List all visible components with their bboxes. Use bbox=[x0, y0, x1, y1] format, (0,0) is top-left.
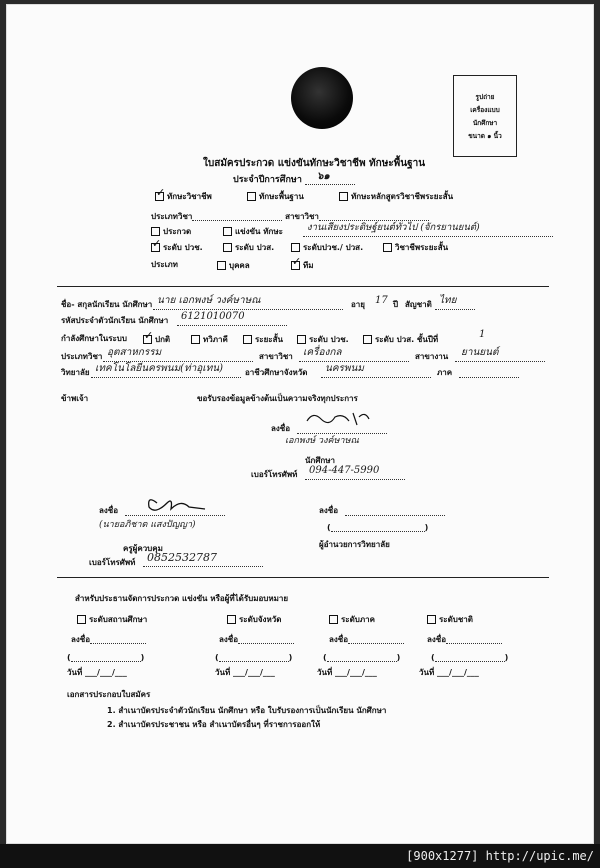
photo-box-line3: นักศึกษา bbox=[472, 118, 498, 127]
level-pvc[interactable]: ✓ระดับ ปวช. bbox=[151, 243, 203, 252]
attachment-item-2: 2. สำเนาบัตรประชาชน หรือ สำเนาบัตรอื่นๆ ที่ราชการออกให้ bbox=[107, 720, 321, 729]
work-underline bbox=[455, 361, 545, 362]
checkbox-team[interactable] bbox=[291, 261, 300, 270]
photo-box-line1: รูปถ่าย bbox=[475, 92, 495, 101]
sys-pvc[interactable]: ระดับ ปวช. bbox=[297, 335, 349, 344]
opt-vocational[interactable]: ✓ทักษะวิชาชีพ bbox=[155, 192, 212, 201]
major-underline bbox=[299, 361, 409, 362]
student-sign-line bbox=[297, 433, 387, 434]
advisor-phone-line bbox=[143, 566, 263, 567]
region-label: ภาค bbox=[437, 368, 453, 377]
opt-contest[interactable]: ประกวด bbox=[151, 227, 191, 236]
divider-2 bbox=[57, 577, 549, 578]
org-sign-2: ลงชื่อ bbox=[219, 635, 294, 644]
sys-dual[interactable]: ทวิภาคี bbox=[191, 335, 228, 344]
nationality-value: ไทย bbox=[439, 295, 457, 306]
org-sign-1: ลงชื่อ bbox=[71, 635, 146, 644]
work-value: ยานยนต์ bbox=[461, 347, 499, 358]
checkbox-org-region[interactable] bbox=[329, 615, 338, 624]
age-unit: ปี bbox=[393, 300, 399, 309]
opt-skill[interactable]: แข่งขัน ทักษะ bbox=[223, 227, 283, 236]
opt-basic[interactable]: ทักษะพื้นฐาน bbox=[247, 192, 304, 201]
checkbox-sys-pvs[interactable] bbox=[363, 335, 372, 344]
province-underline bbox=[321, 377, 431, 378]
type-underline bbox=[103, 361, 253, 362]
student-signature bbox=[303, 409, 373, 429]
name-underline bbox=[153, 309, 343, 310]
name-value: นาย เอกพงษ์ วงค์ษาษณ bbox=[157, 295, 261, 306]
org-name-3: ( ) bbox=[323, 653, 401, 662]
checkbox-org-national[interactable] bbox=[427, 615, 436, 624]
level-pvs[interactable]: ระดับ ปวส. bbox=[223, 243, 274, 252]
checkbox-sys-normal[interactable] bbox=[143, 335, 152, 344]
checkbox-level-short[interactable] bbox=[383, 243, 392, 252]
province-label: อาชีวศึกษาจังหวัด bbox=[245, 368, 308, 377]
checkbox-sys-short[interactable] bbox=[243, 335, 252, 344]
skill-underline bbox=[303, 236, 553, 237]
advisor-name: (นายอภิชาต แสงปัญญา) bbox=[99, 520, 196, 530]
skill-value: งานเสียงประดิษฐ์ยนต์ทั่วไป (จักรยานยนต์) bbox=[307, 222, 480, 233]
student-sign-label: ลงชื่อ bbox=[271, 424, 291, 433]
org-date-4: วันที่ ___/___/___ bbox=[419, 668, 479, 677]
system-label: กำลังศึกษาในระบบ bbox=[61, 334, 127, 343]
college-label: วิทยาลัย bbox=[61, 368, 90, 377]
cat-person[interactable]: บุคคล bbox=[217, 261, 250, 270]
level-both[interactable]: ระดับปวช./ ปวส. bbox=[291, 243, 363, 252]
checkbox-org-school[interactable] bbox=[77, 615, 86, 624]
photo-box-line2: เครื่องแบบ bbox=[470, 105, 500, 114]
level-short[interactable]: วิชาชีพระยะสั้น bbox=[383, 243, 448, 252]
id-label: รหัสประจำตัวนักเรียน นักศึกษา bbox=[61, 316, 169, 325]
advisor-phone-label: เบอร์โทรศัพท์ bbox=[89, 558, 136, 567]
nationality-label: สัญชาติ bbox=[405, 300, 432, 309]
student-phone-value: 094-447-5990 bbox=[309, 465, 380, 476]
image-footer-strip bbox=[0, 844, 600, 868]
major-label: สาขาวิชา bbox=[259, 352, 293, 361]
checkbox-sys-dual[interactable] bbox=[191, 335, 200, 344]
region-underline bbox=[459, 377, 519, 378]
attachments-title: เอกสารประกอบใบสมัคร bbox=[67, 690, 151, 699]
section1-type-row: ประเภทวิชา สาขาวิชา bbox=[151, 212, 429, 221]
checkbox-vocational[interactable] bbox=[155, 192, 164, 201]
attachment-item-1: 1. สำเนาบัตรประจำตัวนักเรียน นักศึกษา หรือ ใบรับรองการเป็นนักเรียน นักศึกษา bbox=[107, 706, 387, 715]
student-phone-label: เบอร์โทรศัพท์ bbox=[251, 470, 298, 479]
student-role: นักศึกษา bbox=[305, 456, 335, 465]
sys-short[interactable]: ระยะสั้น bbox=[243, 335, 283, 344]
major-value: เครื่องกล bbox=[303, 347, 342, 358]
org-level-national[interactable]: ระดับชาติ bbox=[427, 615, 473, 624]
college-underline bbox=[91, 377, 241, 378]
official-seal bbox=[291, 67, 353, 129]
checkbox-contest[interactable] bbox=[151, 227, 160, 236]
director-role: ผู้อำนวยการวิทยาลัย bbox=[319, 540, 390, 549]
director-name-parens: ( ) bbox=[327, 523, 429, 532]
org-sign-4: ลงชื่อ bbox=[427, 635, 502, 644]
photo-box-line4: ขนาด ๑ นิ้ว bbox=[468, 131, 502, 140]
year-label: ประจำปีการศึกษา ๖๑ bbox=[233, 176, 355, 185]
divider-1 bbox=[57, 286, 549, 287]
org-sign-3: ลงชื่อ bbox=[329, 635, 404, 644]
org-date-2: วันที่ ___/___/___ bbox=[215, 668, 275, 677]
name-label: ชื่อ- สกุลนักเรียน นักศึกษา bbox=[61, 300, 153, 309]
type-label: ประเภทวิชา bbox=[61, 352, 103, 361]
org-date-1: วันที่ ___/___/___ bbox=[67, 668, 127, 677]
advisor-sign-label: ลงชื่อ bbox=[99, 506, 119, 515]
org-name-4: ( ) bbox=[431, 653, 509, 662]
sys-pvs[interactable]: ระดับ ปวส. ชั้นปีที่ bbox=[363, 335, 438, 344]
form-title: ใบสมัครประกวด แข่งขันทักษะวิชาชีพ ทักษะพื้นฐาน bbox=[203, 158, 426, 169]
checkbox-org-province[interactable] bbox=[227, 615, 236, 624]
org-level-province[interactable]: ระดับจังหวัด bbox=[227, 615, 281, 624]
checkbox-short-course[interactable] bbox=[339, 192, 348, 201]
age-value: 17 bbox=[375, 295, 388, 306]
checkbox-skill[interactable] bbox=[223, 227, 232, 236]
footer-watermark: [900x1277] http://upic.me/ bbox=[406, 849, 594, 863]
id-value: 6121010070 bbox=[181, 311, 245, 322]
advisor-phone-value: 0852532787 bbox=[147, 551, 217, 564]
college-value: เทคโนโลยีนครพนม(ท่าอุเทน) bbox=[95, 363, 224, 374]
org-level-school[interactable]: ระดับสถานศึกษา bbox=[77, 615, 147, 624]
org-name-2: ( ) bbox=[215, 653, 293, 662]
checkbox-sys-pvc[interactable] bbox=[297, 335, 306, 344]
nationality-underline bbox=[435, 309, 475, 310]
checkbox-level-pvs[interactable] bbox=[223, 243, 232, 252]
org-level-region[interactable]: ระดับภาค bbox=[329, 615, 375, 624]
opt-short-course[interactable]: ทักษะหลักสูตรวิชาชีพระยะสั้น bbox=[339, 192, 453, 201]
org-date-3: วันที่ ___/___/___ bbox=[317, 668, 377, 677]
checkbox-level-both[interactable] bbox=[291, 243, 300, 252]
student-phone-line bbox=[305, 479, 405, 480]
org-name-1: ( ) bbox=[67, 653, 145, 662]
sys-year-value: 1 bbox=[479, 329, 486, 340]
checkbox-basic[interactable] bbox=[247, 192, 256, 201]
photo-box bbox=[453, 75, 517, 157]
category-label: ประเภท bbox=[151, 260, 178, 269]
student-sign-name: เอกพงษ์ วงค์ษาษณ bbox=[285, 436, 359, 446]
director-sign-label: ลงชื่อ bbox=[319, 506, 339, 515]
organizer-title: สำหรับประธานจัดการประกวด แข่งขัน หรือผู้ที่ได้รับมอบหมาย bbox=[75, 594, 289, 603]
application-form-page bbox=[6, 4, 594, 844]
advisor-role: ครูผู้ควบคุม bbox=[123, 544, 163, 553]
year-value: ๖๑ bbox=[317, 171, 330, 182]
advisor-sign-line bbox=[125, 515, 225, 516]
work-label: สาขางาน bbox=[415, 352, 449, 361]
certify-intro: ข้าพเจ้า bbox=[61, 394, 89, 403]
director-sign-line bbox=[345, 515, 445, 516]
cat-team[interactable]: ✓ ทีม bbox=[291, 261, 314, 270]
age-label: อายุ bbox=[351, 300, 365, 309]
certify-text: ขอรับรองข้อมูลข้างต้นเป็นความจริงทุกประการ bbox=[197, 394, 358, 403]
type-value: อุตสาหกรรม bbox=[107, 347, 162, 358]
province-value: นครพนม bbox=[325, 363, 364, 374]
id-underline bbox=[177, 325, 287, 326]
checkbox-level-pvc[interactable] bbox=[151, 243, 160, 252]
checkbox-person[interactable] bbox=[217, 261, 226, 270]
sys-normal[interactable]: ✓ ปกติ bbox=[143, 335, 170, 344]
